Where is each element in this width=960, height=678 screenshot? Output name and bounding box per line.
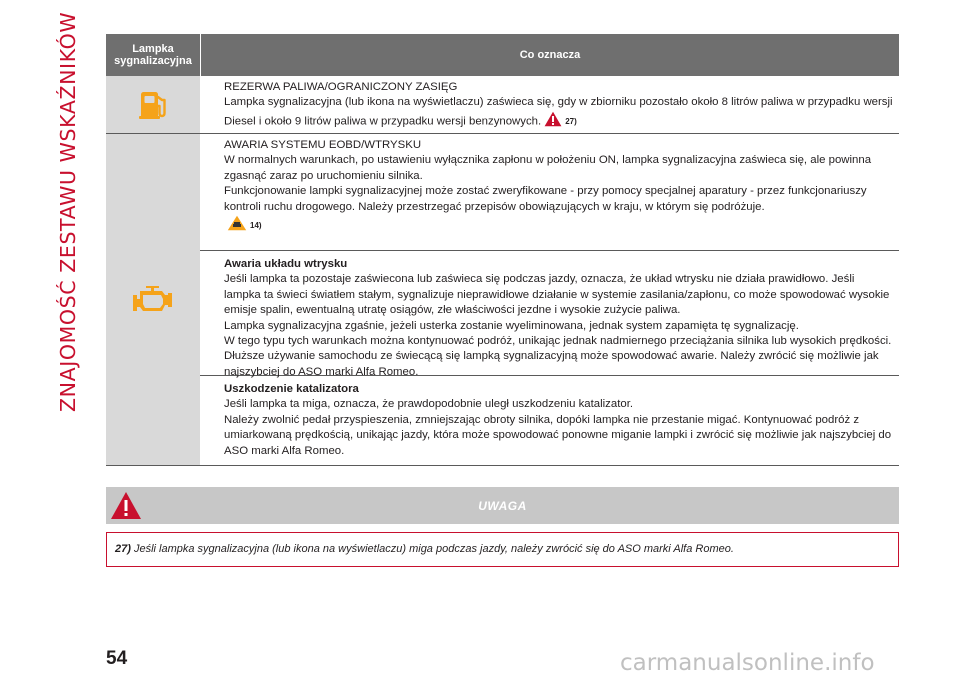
header-desc-column: Co oznacza xyxy=(519,49,581,61)
warning-triangle-icon xyxy=(110,491,142,525)
warning-triangle-icon xyxy=(544,111,562,132)
catalyst-fault-text-2: Należy zwolnić pedał przyspieszenia, zmniejszając obroty silnika, dopóki lampka nie przestanie migać. Kontynuować podróż z umiarkowaną prędkością, unikając jazdy, która może spowodować ponowne miganie lampki i zwrócić się możliwie jak najszybciej do ASO marki Alfa Romeo. xyxy=(224,413,892,457)
eobd-text-2: Funkcjonowanie lampki sygnalizacyjnej może zostać zweryfikowane - przy pomocy specjalnej aparatury - przez funkcjonariuszy kontroli ruchu drogowego. Należy przestrzegać przepisów obowiązujących w kraju, w którym się podróżuje. xyxy=(224,185,867,213)
icon-cell xyxy=(106,134,200,465)
injection-fault xyxy=(200,251,899,376)
table-header xyxy=(106,34,899,76)
warning-header xyxy=(106,487,899,524)
warning-note xyxy=(106,532,899,567)
road-warning-icon xyxy=(227,215,247,236)
note-ref: 27) xyxy=(565,116,577,126)
engine-check-icon xyxy=(131,284,175,316)
page-number: 54 xyxy=(106,648,128,669)
table-row xyxy=(106,76,899,134)
section-side-title: ZNAJOMOŚĆ ZESTAWU WSKAŹNIKÓW xyxy=(56,11,80,412)
eobd-intro xyxy=(200,134,899,251)
watermark: carmanualsonline.info xyxy=(620,650,875,676)
fuel-reserve-title: REZERWA PALIWA/OGRANICZONY ZASIĘG xyxy=(224,81,458,93)
fuel-reserve-text: Lampka sygnalizacyjna (lub ikona na wyświetlaczu) zaświeca się, gdy w zbiorniku pozostało około 8 litrów paliwa w przypadku wersji Diesel i około 9 litrów paliwa w przypadku wersji benzynowych. 27) xyxy=(224,95,893,132)
warning-box xyxy=(106,487,899,567)
injection-fault-text-2: Lampka sygnalizacyjna zgaśnie, jeżeli usterka zostanie wyeliminowana, jednak system zapamięta tę sygnalizację. xyxy=(224,319,799,332)
injection-fault-title: Awaria układu wtrysku xyxy=(224,257,348,270)
icon-cell xyxy=(106,76,200,133)
table-row xyxy=(106,134,899,466)
catalyst-fault xyxy=(200,376,899,465)
note-ref: 14) xyxy=(250,221,262,231)
fuel-reserve-description xyxy=(200,76,899,133)
note-number: 27) xyxy=(115,543,131,555)
injection-fault-text-1: Jeśli lampka ta pozostaje zaświecona lub zaświeca się podczas jazdy, oznacza, że układ wtrysku nie działa prawidłowo. Jeśli lampka ta świeci światłem stałym, sygnalizuje nieprawidłowe działanie w systemie zasilania/zapłonu, co może spowodować wysokie emisje spalin, ewentualną utratę osiągów, złe właściwości jezdne i wysokie zużycie paliwa. xyxy=(224,273,890,317)
eobd-text-1: W normalnych warunkach, po ustawieniu wyłącznika zapłonu w położeniu ON, lampka sygnalizacyjna zaświeca się, ale powinna zgasnąć zaraz po uruchomieniu silnika. xyxy=(224,154,872,182)
injection-fault-text-3: W tego typu tych warunkach można kontynuować podróż, unikając jednak nadmiernego przeciążania silnika lub wysokich prędkości. Dłuższe używanie samochodu ze świecącą się lampką sygnalizacyjną może spowodować awarie. Należy zwrócić się możliwie jak najszybciej do ASO marki Alfa Romeo. xyxy=(224,335,892,378)
catalyst-fault-text-1: Jeśli lampka ta miga, oznacza, że prawdopodobnie uległ uszkodzeniu katalizator. xyxy=(224,398,634,411)
note-text: Jeśli lampka sygnalizacyjna (lub ikona na wyświetlaczu) miga podczas jazdy, należy zwrócić się do ASO marki Alfa Romeo. xyxy=(133,543,734,555)
catalyst-fault-title: Uszkodzenie katalizatora xyxy=(224,382,359,395)
warning-lights-table xyxy=(106,34,899,466)
eobd-description xyxy=(200,134,899,465)
eobd-title: AWARIA SYSTEMU EOBD/WTRYSKU xyxy=(224,139,422,151)
fuel-pump-icon xyxy=(136,88,170,122)
warning-title: UWAGA xyxy=(478,498,527,513)
header-icon-column: Lampka sygnalizacyjna xyxy=(106,34,201,76)
